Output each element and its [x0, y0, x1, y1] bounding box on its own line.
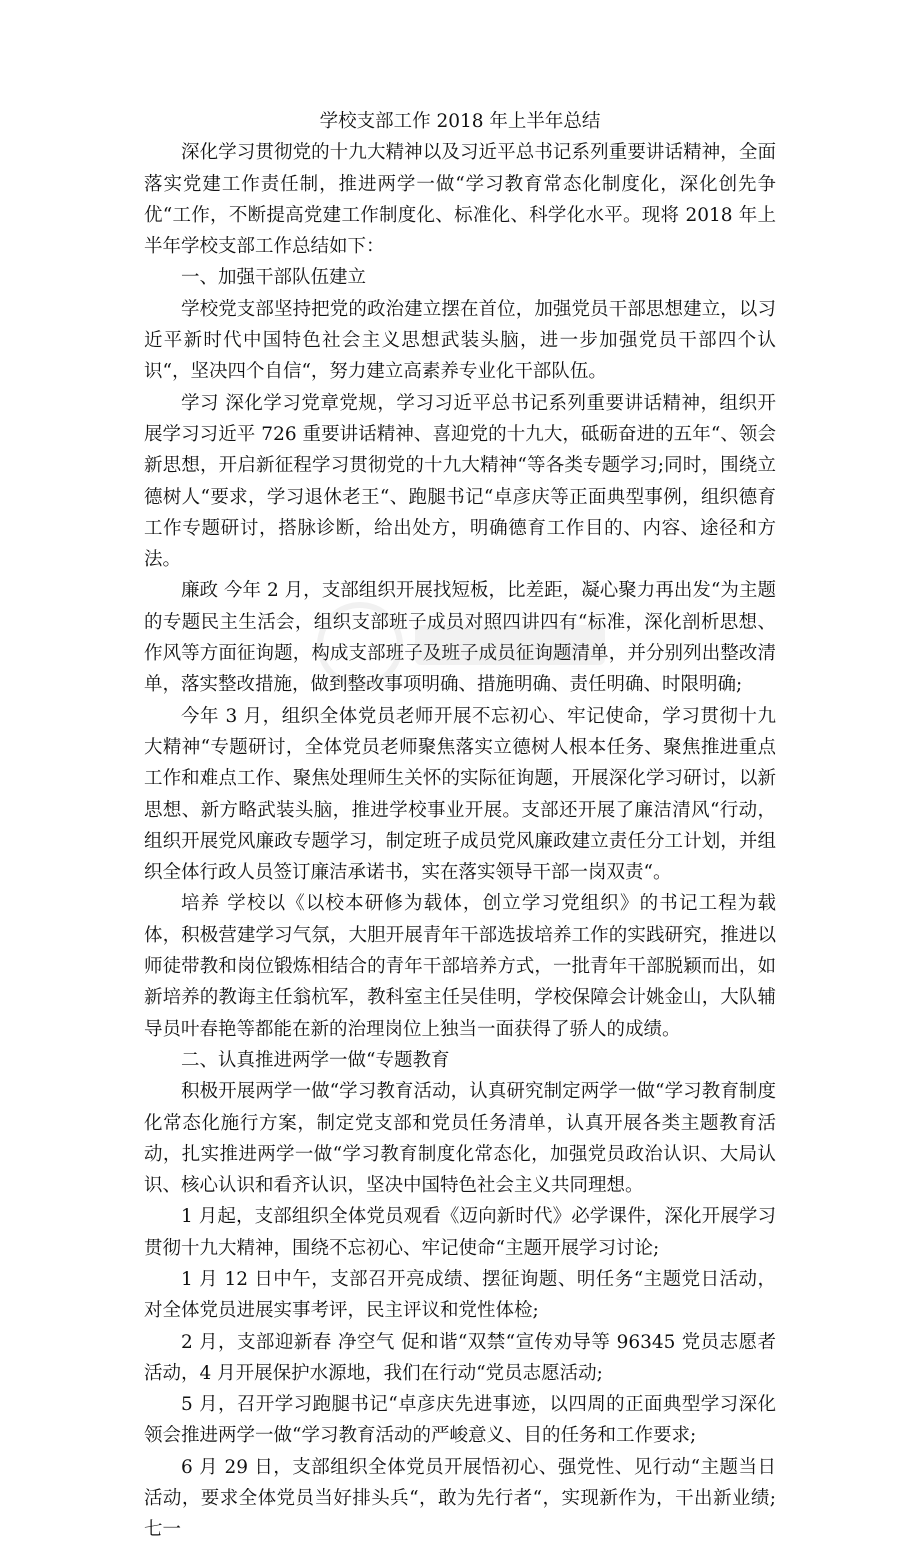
section-heading-2: 二、认真推进两学一做“专题教育	[181, 1049, 450, 1071]
paragraph-intro: 深化学习贯彻党的十九大精神以及习近平总书记系列重要讲话精神，全面落实党建工作责任制，推进两学一做“学习教育常态化制度化，深化创先争优“工作，不断提高党建工作制度化、标准化、科学化水平。现将 2018 年上半年学校支部工作总结如下：	[144, 142, 776, 258]
paragraph-june-29: 6 月 29 日，支部组织全体党员开展悟初心、强党性、见行动“主题当日活动，要求全体党员当好排头兵“，敢为先行者“，实现新作为，干出新业绩;七一	[144, 1456, 776, 1541]
paragraph-february: 2 月，支部迎新春 净空气 促和谐“双禁“宣传劝导等 96345 党员志愿者活动，4 月开展保护水源地，我们在行动“党员志愿活动;	[144, 1331, 776, 1384]
paragraph-training: 培养 学校以《以校本研修为载体，创立学习党组织》的书记工程为载体，积极营建学习气氛，大胆开展青年干部选拔培养工作的实践研究，推进以师徒带教和岗位锻炼相结合的青年干部培养方式，一批青年干部脱颖而出，如新培养的教诲主任翁杭军，教科室主任吴佳明，学校保障会计姚金山，大队辅导员叶春艳等都能在新的治理岗位上独当一面获得了骄人的成绩。	[144, 893, 776, 1040]
paragraph-march: 今年 3 月，组织全体党员老师开展不忘初心、牢记使命，学习贯彻十九大精神“专题研讨，全体党员老师聚焦落实立德树人根本任务、聚焦推进重点工作和难点工作、聚焦处理师生关怀的实际征询题，开展深化学习研讨，以新思想、新方略武装头脑，推进学校事业开展。支部还开展了廉洁清风“行动，组织开展党风廉政专题学习，制定班子成员党风廉政建立责任分工计划，并组织全体行政人员签订廉洁承诺书，实在落实领导干部一岗双责“。	[144, 705, 776, 884]
document-page	[144, 106, 776, 1546]
paragraph-study: 学习 深化学习党章党规，学习习近平总书记系列重要讲话精神，组织开展学习习近平 726 重要讲话精神、喜迎党的十九大，砥砺奋进的五年“、领会新思想，开启新征程学习贯彻党的十九大精神“等各类专题学习;同时，围绕立德树人“要求，学习退休老王“、跑腿书记“卓彦庆等正面典型事例，组织德育工作专题研讨，搭脉诊断，给出处方，明确德育工作目的、内容、途径和方法。	[144, 392, 776, 571]
paragraph-january-12: 1 月 12 日中午，支部召开亮成绩、摆征询题、明任务“主题党日活动，对全体党员进展实事考评，民主评议和党性体检;	[144, 1268, 776, 1322]
paragraph-integrity: 廉政 今年 2 月，支部组织开展找短板，比差距，凝心聚力再出发“为主题的专题民主生活会，组织支部班子成员对照四讲四有“标准，深化剖析思想、作风等方面征询题，构成支部班子及班子成员征询题清单，并分别列出整改清单，落实整改措施，做到整改事项明确、措施明确、责任明确、时限明确;	[144, 580, 776, 696]
paragraph-may: 5 月，召开学习跑腿书记“卓彦庆先进事迹，以四周的正面典型学习深化领会推进两学一做“学习教育活动的严峻意义、目的任务和工作要求;	[144, 1394, 776, 1447]
paragraph-cadre-building: 学校党支部坚持把党的政治建立摆在首位，加强党员干部思想建立，以习近平新时代中国特色社会主义思想武装头脑，进一步加强党员干部四个认识“，坚决四个自信“，努力建立高素养专业化干部队伍。	[144, 298, 776, 383]
paragraph-january: 1 月起，支部组织全体党员观看《迈向新时代》必学课件，深化开展学习贯彻十九大精神，围绕不忘初心、牢记使命“主题开展学习讨论;	[144, 1206, 776, 1259]
section-heading-1: 一、加强干部队伍建立	[181, 267, 367, 289]
paragraph-education: 积极开展两学一做“学习教育活动，认真研究制定两学一做“学习教育制度化常态化施行方案，制定党支部和党员任务清单，认真开展各类主题教育活动，扎实推进两学一做“学习教育制度化常态化，加强党员政治认识、大局认识、核心认识和看齐认识，坚决中国特色社会主义共同理想。	[144, 1081, 776, 1197]
document-title: 学校支部工作 2018 年上半年总结	[319, 111, 601, 132]
